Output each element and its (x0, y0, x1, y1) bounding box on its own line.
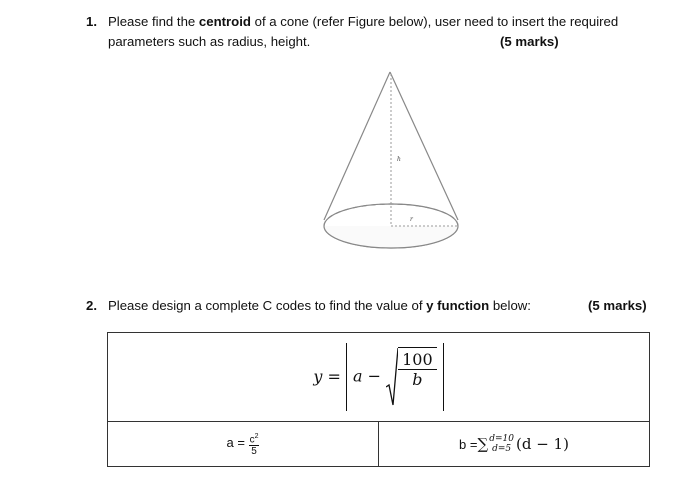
question-1 (86, 12, 666, 52)
y-variable: y (313, 366, 323, 386)
question-1-text-start: Please find the (108, 14, 199, 29)
fraction-c2-over-5 (249, 431, 260, 457)
question-1-marks: (5 marks) (500, 34, 559, 49)
question-2-text (108, 296, 531, 315)
question-1-text-end: of a cone (refer Figure below), user need to insert the required (250, 14, 619, 29)
denominator-5: 5 (249, 445, 260, 457)
numerator-100: 100 (402, 350, 433, 369)
a-formula (226, 432, 260, 458)
sum-lower-limit: d=5 (492, 444, 512, 454)
question-2 (86, 296, 666, 318)
y-formula (313, 350, 443, 389)
question-2-text-start: Please design a complete C codes to find the value of (108, 298, 427, 313)
cone-figure (318, 68, 468, 268)
cone-radius-label: r (410, 216, 413, 223)
question-1-keyword: centroid (198, 14, 251, 29)
question-2-keyword: y function (426, 298, 490, 313)
absolute-value (346, 343, 444, 411)
a-lhs: a = (226, 435, 245, 451)
sum-upper-limit: d=10 (489, 434, 514, 444)
radical-sign-icon (386, 347, 398, 407)
equals-sign: = (327, 366, 341, 386)
formula-table (107, 332, 650, 467)
denominator-b: b (398, 369, 437, 389)
sum-body: (d − 1) (515, 435, 569, 453)
question-1-number: 1. (86, 14, 97, 29)
exponent-2: 2 (254, 432, 259, 440)
fraction-100-over-b (400, 350, 435, 389)
cone-left-side (324, 72, 390, 220)
c-variable: c (249, 434, 255, 446)
question-1-text (108, 12, 618, 31)
question-2-text-end: below: (489, 298, 531, 313)
a-variable: a (352, 366, 363, 386)
cone-base-front-solid (324, 226, 458, 248)
cone-height-label: h (397, 156, 401, 163)
y-formula-cell (108, 333, 650, 422)
square-root (386, 347, 437, 407)
question-1-text-line2: parameters such as radius, height. (108, 34, 311, 49)
a-formula-cell (108, 422, 379, 467)
question-2-marks: (5 marks) (588, 298, 647, 313)
cone-right-side (390, 72, 458, 220)
sum-limits (489, 434, 514, 454)
radicand (398, 347, 437, 407)
b-lhs: b = (459, 436, 478, 452)
question-2-number: 2. (86, 298, 97, 313)
b-formula (459, 434, 569, 454)
sigma-icon: ∑ (477, 435, 489, 453)
minus-sign: − (367, 366, 382, 386)
b-formula-cell (379, 422, 650, 467)
